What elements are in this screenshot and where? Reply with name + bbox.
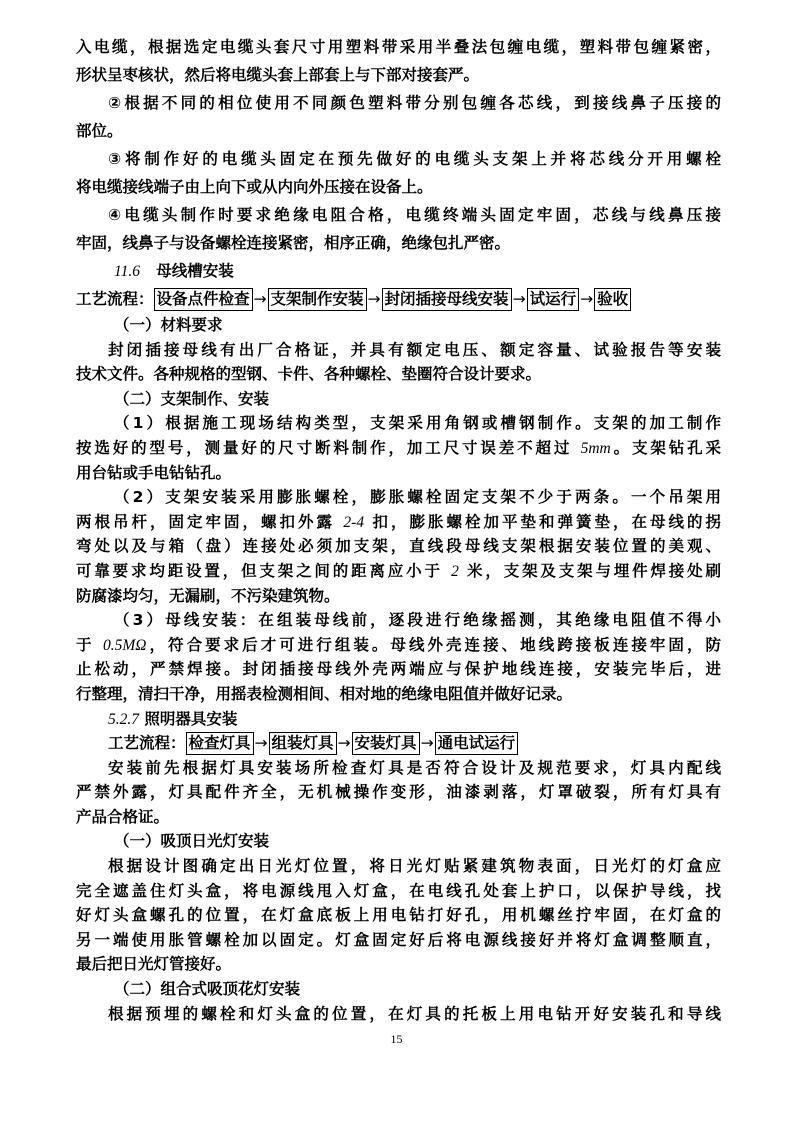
item-number: （1） [114, 414, 166, 433]
process-flow-busway [76, 285, 721, 313]
flow-label: 工艺流程： [108, 734, 186, 753]
document-page [76, 33, 721, 1026]
text-line: 根据预埋的螺栓和灯头盒的位置，在灯具的托板上用电钻开好安装孔和导线 [108, 1004, 721, 1023]
arrow-icon: → [337, 734, 351, 753]
arrow-icon: → [512, 290, 526, 308]
text: 两根吊杆，固定牢固，螺扣外露 [76, 512, 344, 531]
text-line: 形状呈枣核状，然后将电缆头套上部套上与下部对接套严。 [76, 66, 480, 84]
text-line [76, 633, 721, 658]
arrow-icon: → [580, 290, 594, 308]
subheading: （二）支架制作、安装 [114, 389, 270, 408]
text-line: 防腐漆均匀，无漏刷，不污染建筑物。 [76, 586, 340, 605]
process-flow-lighting [76, 731, 721, 756]
text-line: 完全遮盖住灯头盒，将电源线甩入灯盒，在电线孔处套上护口，以保护导线，找 [76, 881, 721, 900]
text-line: 将电缆接线端子由上向下或从内向外压接在设备上。 [76, 178, 433, 196]
subheading: （一）吸顶日光灯安装 [114, 832, 270, 851]
text-line: 技术文件。各种规格的型钢、卡件、各种螺栓、垫圈符合设计要求。 [76, 365, 542, 384]
text-line [76, 485, 721, 510]
section-heading-5-2-7 [76, 707, 721, 732]
section-title: 母线槽安装 [156, 262, 234, 280]
text-line: 部位。 [76, 122, 123, 140]
value: 2 [451, 562, 459, 580]
text-line: 安装前先根据灯具安装场所检查灯具是否符合设计及规范要求，灯具内配线 [108, 758, 721, 777]
flow-step: 验收 [594, 288, 631, 311]
text-line: 牢固，线鼻子与设备螺栓连接紧密，相序正确，绝缘包扎严密。 [76, 234, 511, 252]
flow-step: 试运行 [527, 288, 580, 311]
arrow-icon: → [254, 734, 268, 753]
subheading: （二）组合式吸顶花灯安装 [114, 980, 301, 999]
text: ，符合要求后才可进行组装。母线外壳连接、地线跨接板连接牢固，防 [146, 635, 721, 654]
arrow-icon: → [420, 734, 434, 753]
text-line [76, 559, 721, 584]
text: 扣，膨胀螺栓加平垫和弹簧垫，在母线的拐 [364, 512, 721, 531]
text-line: ③将制作好的电缆头固定在预先做好的电缆头支架上并将芯线分开用螺栓 [108, 150, 721, 168]
value: 2-4 [343, 513, 365, 531]
text-line: 最后把日光灯管接好。 [76, 955, 232, 974]
text-line [76, 510, 721, 535]
text: 米，支架及支架与埋件焊接处刷 [458, 561, 721, 580]
flow-step: 安装灯具 [352, 732, 420, 755]
flow-step: 组装灯具 [269, 732, 337, 755]
text: 。支架钻孔采 [610, 438, 721, 457]
page-number: 15 [390, 1032, 403, 1046]
flow-step: 支架制作安装 [268, 288, 367, 311]
text: 支架安装采用膨胀螺栓，膨胀螺栓固定支架不少于两条。一个吊架用 [165, 488, 721, 507]
flow-step: 通电试运行 [435, 732, 519, 755]
arrow-icon: → [253, 290, 267, 308]
text: 根据施工现场结构类型，支架采用角钢或槽钢制作。支架的加工制作 [165, 414, 721, 433]
section-number: 5.2.7 [108, 710, 139, 728]
text-line: 严禁外露，灯具配件齐全，无机械操作变形，油漆剥落，灯罩破裂，所有灯具有 [76, 783, 721, 802]
text-line [76, 411, 721, 436]
text-line: 根据设计图确定出日光灯位置，将日光灯贴紧建筑物表面，日光灯的灯盒应 [108, 857, 721, 876]
text-line: 入电缆，根据选定电缆头套尺寸用塑料带采用半叠法包缠电缆，塑料带包缠紧密， [76, 38, 721, 56]
text-line: ④电缆头制作时要求绝缘电阻合格，电缆终端头固定牢固，芯线与线鼻压接 [108, 206, 721, 224]
text: 可靠要求均距设置，但支架之间的距离应小于 [76, 561, 452, 580]
text: 按选好的型号，测量好的尺寸断料制作，加工尺寸误差不超过 [76, 438, 581, 457]
text-line [76, 608, 721, 633]
value: 5mm [580, 439, 611, 457]
subheading: （一）材料要求 [114, 316, 223, 334]
text-line: 产品合格证。 [76, 807, 170, 826]
text-line: 另一端使用胀管螺栓加以固定。灯盒固定好后将电源线接好并将灯盒调整顺直， [76, 930, 721, 949]
text: 于 [76, 635, 103, 654]
text-line: ②根据不同的相位使用不同颜色塑料带分别包缠各芯线，到接线鼻子压接的 [108, 94, 721, 112]
section-heading-11-6 [76, 257, 721, 285]
text: 母线安装：在组装母线前，逐段进行绝缘摇测，其绝缘电阻值不得小 [165, 611, 721, 630]
item-number: （3） [114, 611, 166, 630]
text-line: 用台钻或手电钻钻孔。 [76, 463, 232, 482]
text-line: 行整理，清扫干净，用摇表检测相间、相对地的绝缘电阻值并做好记录。 [76, 684, 573, 703]
section-title: 照明器具安装 [144, 709, 238, 728]
value: 0.5MΩ [102, 636, 147, 654]
text-line: 好灯头盒螺孔的位置，在灯盒底板上用电钻打好孔，用机螺丝拧牢固，在灯盒的 [76, 906, 721, 925]
text-line [76, 436, 721, 461]
text-line: 封闭插接母线有出厂合格证，并具有额定电压、额定容量、试验报告等安装 [108, 340, 721, 359]
section-number: 11.6 [114, 263, 140, 280]
arrow-icon: → [367, 290, 381, 308]
item-number: （2） [114, 488, 166, 507]
flow-label: 工艺流程： [76, 290, 154, 308]
flow-step: 封闭插接母线安装 [382, 288, 512, 311]
flow-step: 检查灯具 [186, 732, 254, 755]
text-line: 弯处以及与箱（盘）连接处必须加支架，直线段母线支架根据安装位置的美观、 [76, 537, 721, 556]
flow-step: 设备点件检查 [154, 288, 253, 311]
text-line: 止松动，严禁焊接。封闭插接母线外壳两端应与保护地线连接，安装完毕后，进 [76, 660, 721, 679]
